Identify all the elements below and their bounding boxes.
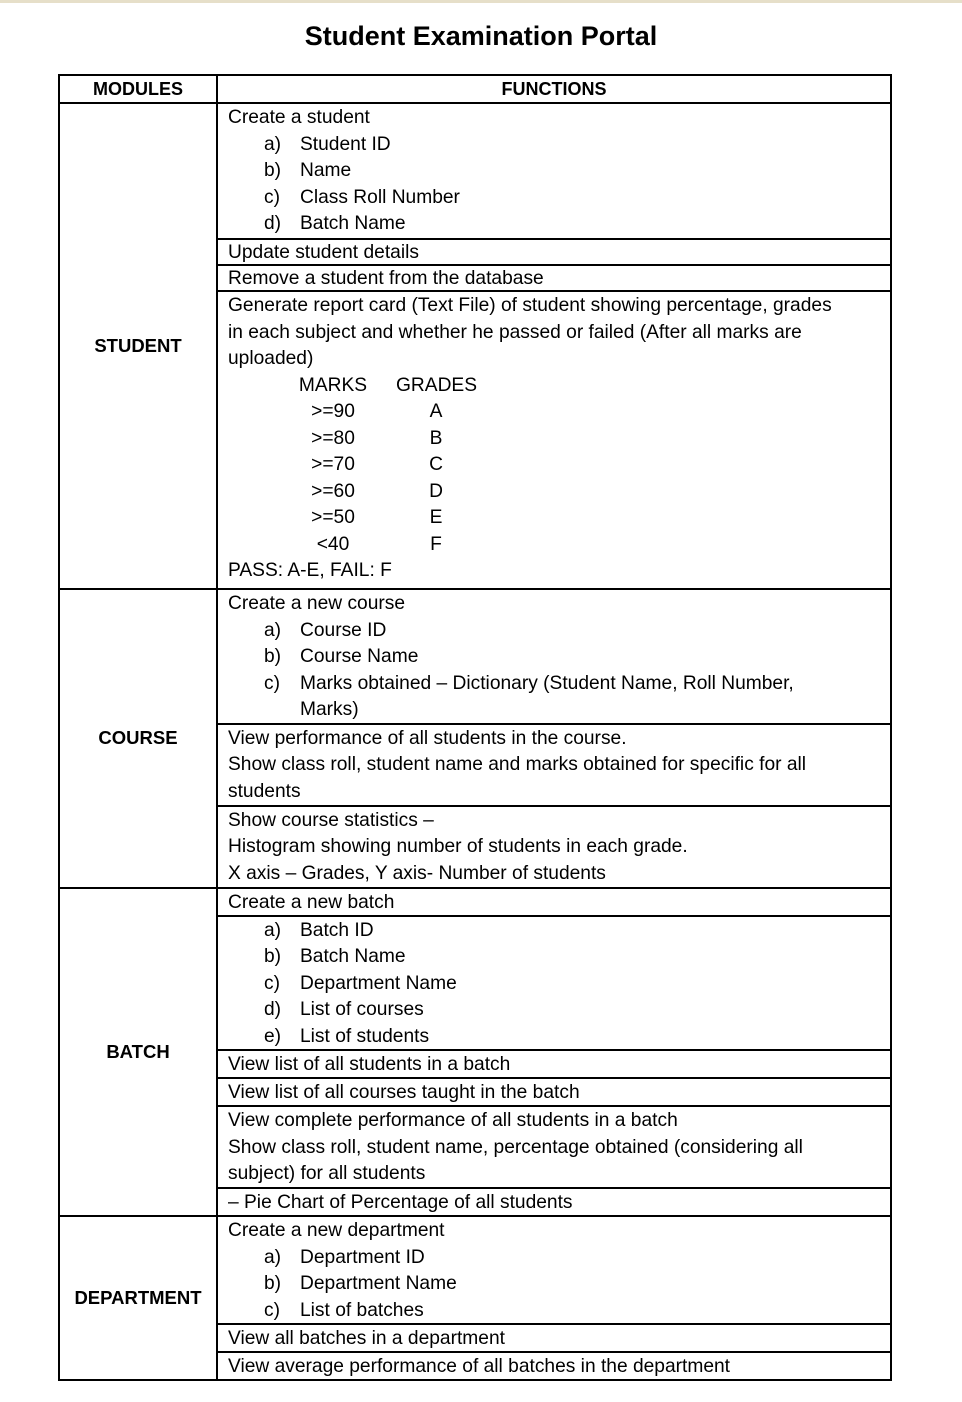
department-view-avg-cell: [217, 1352, 891, 1380]
list-item: b) Name: [264, 160, 352, 181]
list-item: a) Course ID: [264, 619, 387, 641]
top-border-line: [0, 0, 962, 3]
grade-row: >=60 D: [311, 480, 443, 502]
course-stats-cell: [217, 806, 891, 888]
list-item: a) Student ID: [264, 133, 391, 155]
batch-pie-text: – Pie Chart of Percentage of all students: [228, 1192, 573, 1213]
grade-row: >=70 C: [311, 454, 443, 475]
module-batch: BATCH: [59, 888, 217, 1217]
student-update-cell: [217, 239, 891, 265]
grade-row: >=80 B: [311, 427, 443, 449]
module-student: STUDENT: [59, 103, 217, 589]
grade-row: >=50 E: [311, 507, 443, 528]
module-course: COURSE: [59, 589, 217, 888]
batch-view-courses-cell: [217, 1078, 891, 1106]
course-view-cell: [217, 724, 891, 806]
batch-create-heading: Create a new batch: [228, 891, 395, 913]
department-view-batches-text: View all batches in a department: [228, 1328, 505, 1349]
student-create-heading: Create a student: [228, 107, 370, 128]
batch-view-students-text: View list of all students in a batch: [228, 1054, 511, 1075]
course-create-heading: Create a new course: [228, 593, 406, 614]
list-item: c) Class Roll Number: [264, 186, 460, 208]
course-view-line: View performance of all students in the course.: [228, 727, 627, 749]
student-update-text: Update student details: [228, 242, 419, 263]
list-item: c) List of batches: [264, 1299, 424, 1321]
list-item: b) Department Name: [264, 1273, 457, 1294]
list-item: a) Batch ID: [264, 919, 374, 941]
course-view-line: students: [228, 780, 301, 802]
batch-create-heading-cell: [217, 888, 891, 916]
list-item: b) Course Name: [264, 646, 419, 667]
list-item: a) Department ID: [264, 1246, 425, 1268]
course-row-create: [59, 589, 891, 724]
batch-performance-line: subject) for all students: [228, 1163, 426, 1184]
course-create-cell: [217, 589, 891, 724]
department-view-avg-text: View average performance of all batches in the department: [228, 1356, 731, 1377]
list-item: d) List of courses: [264, 999, 424, 1020]
batch-row-create-heading: [59, 888, 891, 916]
grade-row: <40 F: [316, 533, 442, 555]
student-remove-cell: [217, 265, 891, 291]
report-line: uploaded): [228, 348, 314, 369]
grade-row: >=90 A: [311, 401, 443, 422]
report-line: Generate report card (Text File) of student showing percentage, grades: [228, 295, 832, 316]
list-item: e) List of students: [264, 1025, 430, 1047]
functions-header: FUNCTIONS: [217, 75, 891, 103]
batch-performance-line: Show class roll, student name, percentage obtained (considering all: [228, 1136, 803, 1158]
batch-performance-line: View complete performance of all students in a batch: [228, 1110, 678, 1131]
department-create-heading: Create a new department: [228, 1220, 445, 1241]
student-row-create: [59, 103, 891, 239]
course-view-line: Show class roll, student name and marks obtained for specific for all: [228, 754, 807, 775]
list-item: d) Batch Name: [264, 213, 406, 234]
grade-table-header: MARKS GRADES: [298, 374, 478, 396]
modules-table: [58, 74, 892, 1381]
list-item: c) Department Name: [264, 972, 457, 994]
course-stats-line: Histogram showing number of students in each grade.: [228, 836, 688, 857]
course-stats-line: X axis – Grades, Y axis- Number of students: [228, 862, 606, 884]
module-department: DEPARTMENT: [59, 1216, 217, 1380]
modules-header: MODULES: [59, 75, 217, 103]
header-row: [59, 75, 891, 103]
batch-view-students-cell: [217, 1050, 891, 1078]
student-report-cell: [217, 291, 891, 589]
department-view-batches-cell: [217, 1324, 891, 1352]
batch-performance-cell: [217, 1106, 891, 1188]
batch-create-items-cell: [217, 916, 891, 1051]
student-remove-text: Remove a student from the database: [228, 268, 544, 289]
course-stats-line: Show course statistics –: [228, 809, 434, 831]
batch-pie-cell: [217, 1188, 891, 1216]
list-item: b) Batch Name: [264, 946, 406, 967]
list-item-continuation: Marks): [300, 699, 359, 720]
report-line: in each subject and whether he passed or failed (After all marks are: [228, 321, 802, 343]
student-create-cell: [217, 103, 891, 239]
batch-view-courses-text: View list of all courses taught in the batch: [228, 1082, 580, 1103]
page-title: Student Examination Portal: [304, 21, 658, 51]
department-row-create: [59, 1216, 891, 1324]
department-create-cell: [217, 1216, 891, 1324]
pass-fail-text: PASS: A-E, FAIL: F: [228, 560, 392, 581]
list-item: c) Marks obtained – Dictionary (Student Name, Roll Number,: [264, 672, 794, 694]
